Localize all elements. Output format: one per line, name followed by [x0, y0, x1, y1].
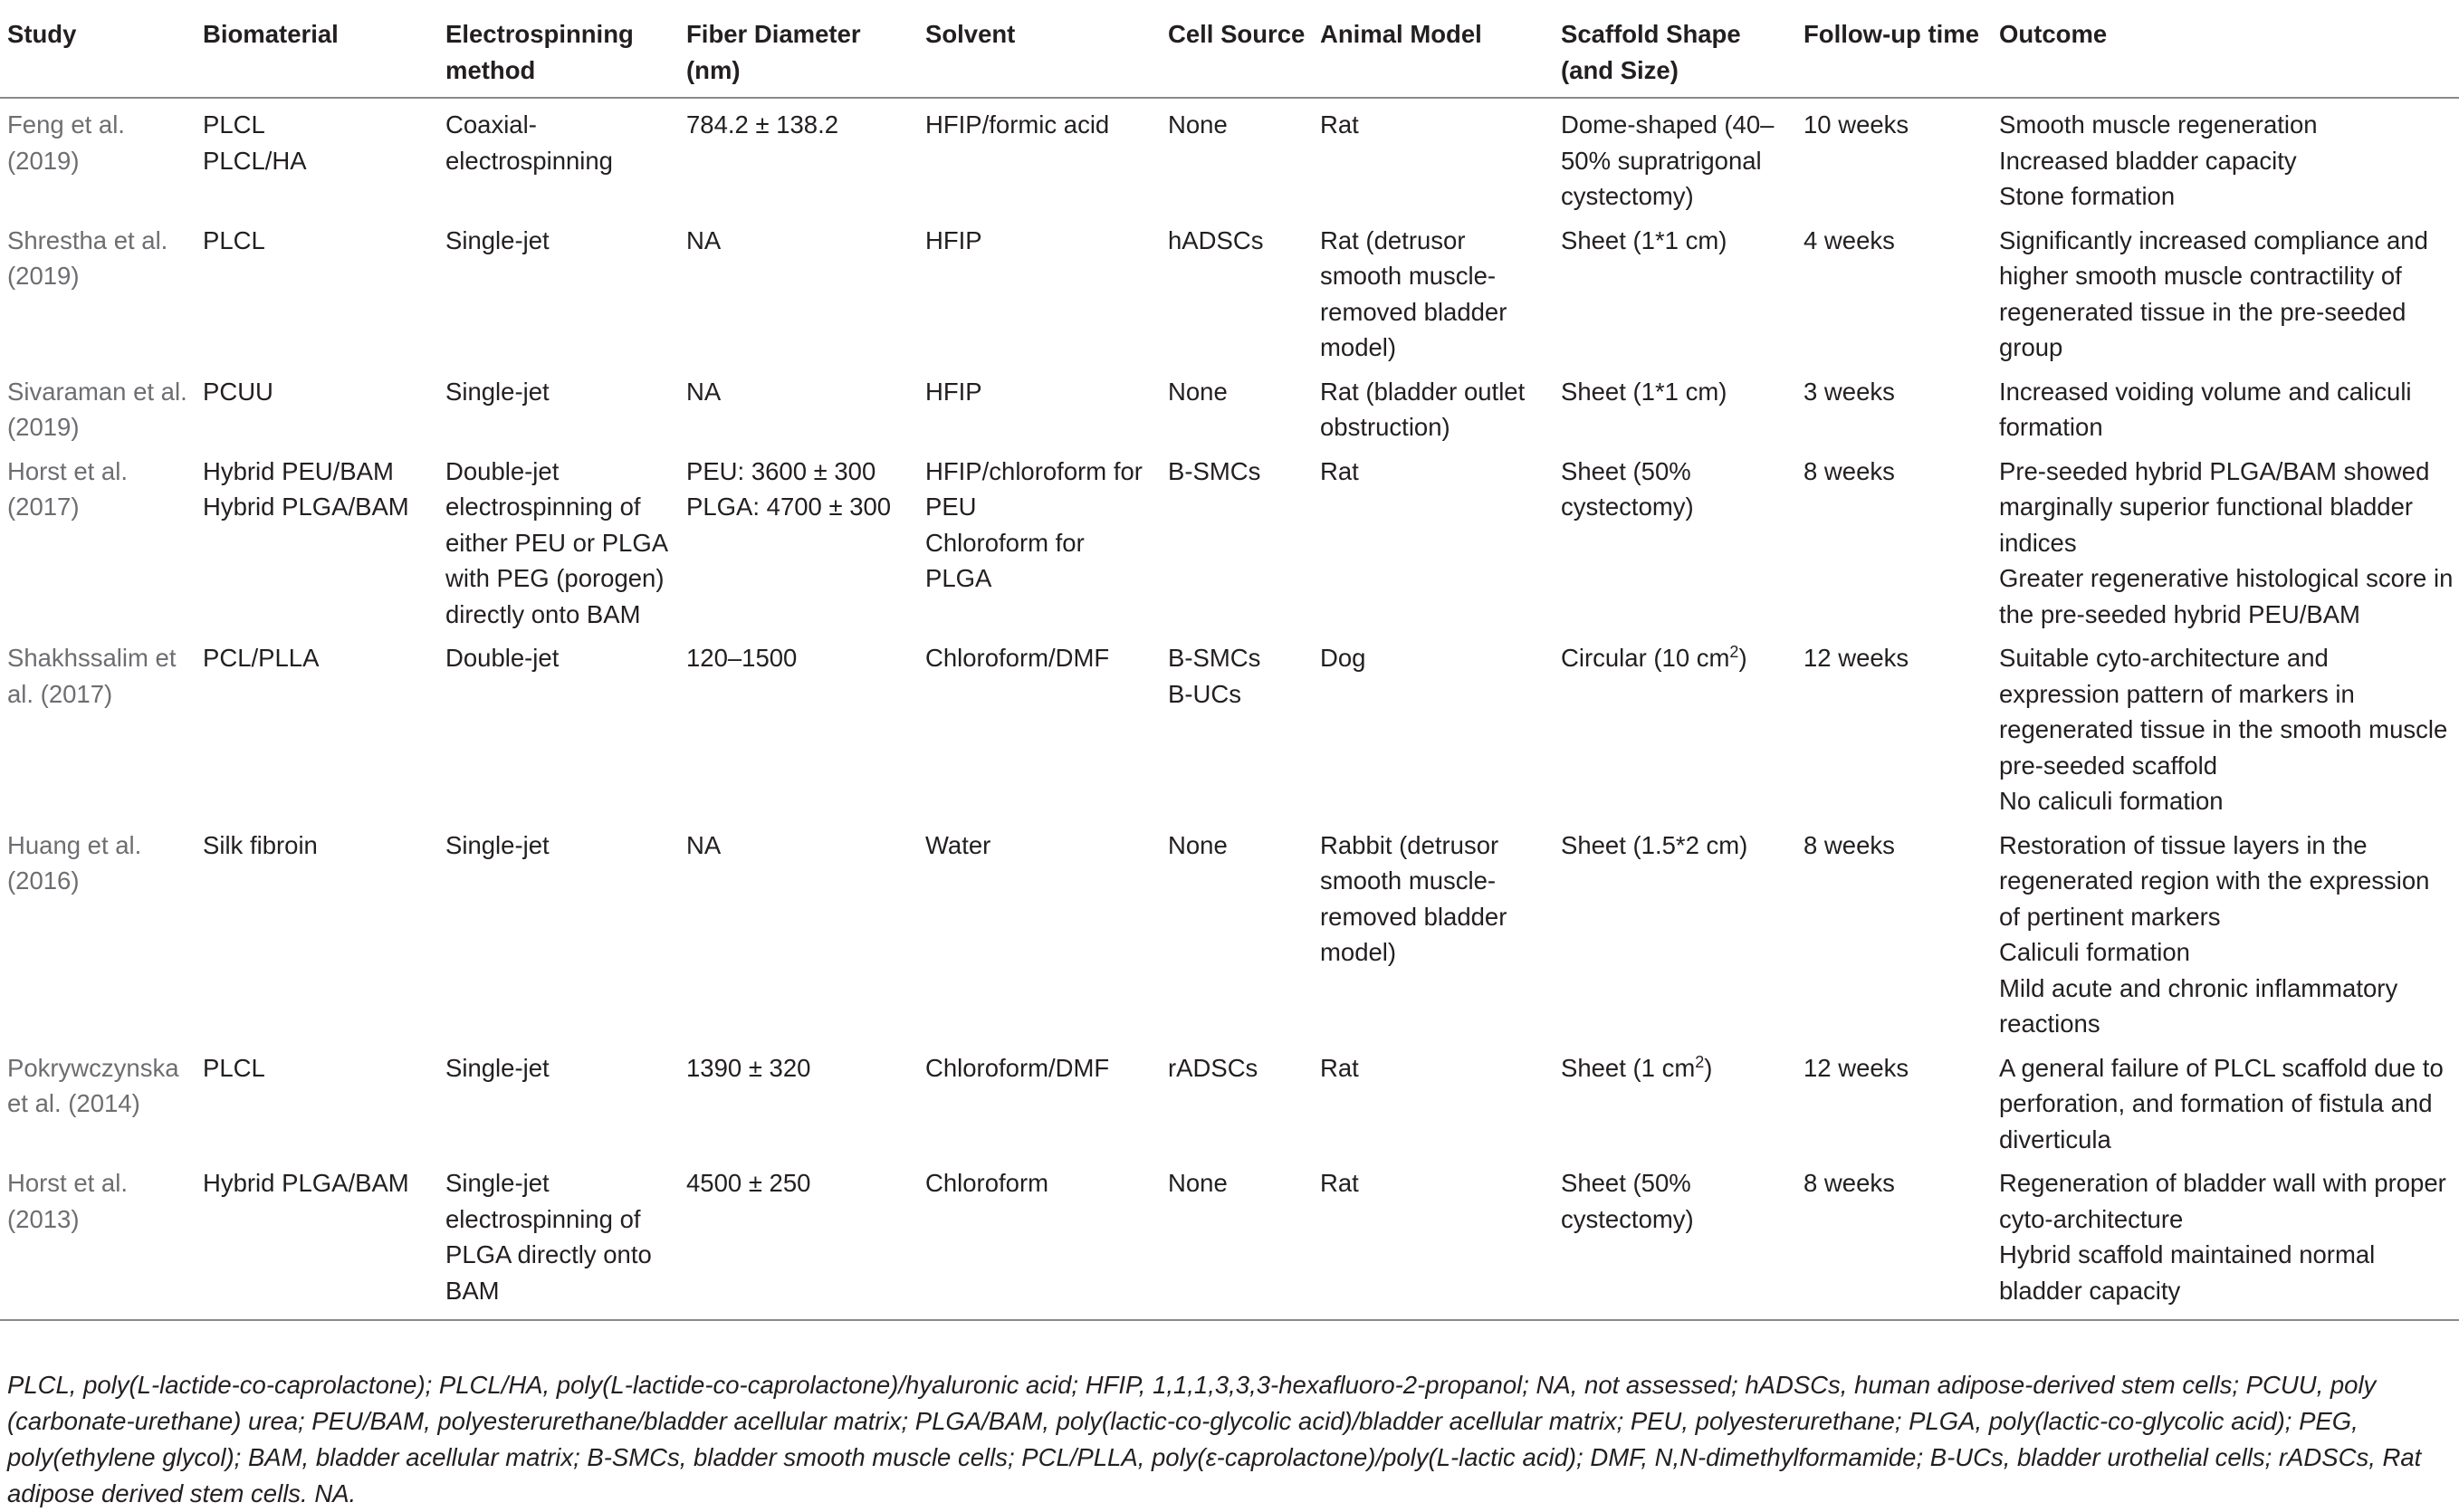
cell-outcome-line: Caliculi formation — [1999, 938, 2190, 966]
cell-animal-model-line: Rabbit (detrusor smooth muscle-removed bladder model) — [1320, 830, 1507, 966]
cell-method-line: Coaxial-electrospinning — [445, 110, 613, 175]
cell-animal-model — [1313, 454, 1554, 641]
cell-follow-up: 10 weeks — [1804, 110, 1909, 139]
cell-scaffold-shape — [1554, 828, 1796, 1050]
cell-cell-source-line: hADSCs — [1168, 225, 1264, 254]
cell-outcome — [1992, 374, 2459, 454]
cell-outcome-line: Increased bladder capacity — [1999, 146, 2297, 175]
cell-method-line: Single-jet electrospinning of PLGA directly onto BAM — [445, 1169, 652, 1305]
cell-follow-up: 8 weeks — [1804, 456, 1895, 485]
cell-solvent — [918, 1165, 1161, 1320]
cell-outcome — [1992, 1165, 2459, 1320]
cell-study: Sivaraman et al. (2019) — [7, 377, 187, 441]
cell-fiber-diameter-line: PLGA: 4700 ± 300 — [686, 493, 892, 521]
cell-cell-source-line: None — [1168, 1169, 1228, 1197]
cell-biomaterial-line: Silk fibroin — [203, 830, 318, 859]
cell-method-line: Single-jet — [445, 1053, 550, 1082]
cell-cell-source — [1161, 640, 1313, 828]
header-outcome: Outcome — [1992, 0, 2459, 98]
cell-scaffold-shape — [1554, 1050, 1796, 1166]
cell-study: Feng et al. (2019) — [7, 110, 125, 175]
shape-tail: ) — [1704, 1053, 1713, 1082]
cell-solvent — [918, 1050, 1161, 1166]
cell-cell-source-line: B-SMCs — [1168, 456, 1261, 485]
cell-method-line: Single-jet — [445, 830, 550, 859]
shape-text: Circular (10 cm — [1561, 644, 1730, 672]
table-row — [0, 223, 2459, 374]
cell-cell-source-line: rADSCs — [1168, 1053, 1258, 1082]
shape-text: Sheet (50% cystectomy) — [1561, 456, 1694, 521]
cell-solvent-line: Chloroform/DMF — [925, 644, 1110, 672]
cell-cell-source-line: B-UCs — [1168, 679, 1241, 708]
table-row — [0, 98, 2459, 223]
cell-cell-source-line: None — [1168, 110, 1228, 139]
table-row — [0, 1050, 2459, 1166]
cell-animal-model — [1313, 223, 1554, 374]
cell-fiber-diameter — [679, 374, 918, 454]
cell-biomaterial — [196, 1050, 438, 1166]
cell-scaffold-shape — [1554, 1165, 1796, 1320]
cell-method — [438, 1050, 679, 1166]
cell-study: Pokrywczynska et al. (2014) — [7, 1053, 179, 1117]
cell-biomaterial — [196, 1165, 438, 1320]
cell-fiber-diameter-line: 1390 ± 320 — [686, 1053, 811, 1082]
header-biomaterial: Biomaterial — [196, 0, 438, 98]
cell-outcome-line: A general failure of PLCL scaffold due to perforation, and formation of fistula and diverticula — [1999, 1053, 2444, 1153]
cell-biomaterial — [196, 374, 438, 454]
cell-fiber-diameter-line: NA — [686, 225, 722, 254]
cell-fiber-diameter — [679, 98, 918, 223]
cell-outcome-line: Stone formation — [1999, 182, 2176, 210]
cell-solvent — [918, 98, 1161, 223]
cell-cell-source-line: None — [1168, 830, 1228, 859]
cell-solvent-line: HFIP/formic acid — [925, 110, 1110, 139]
shape-text: Sheet (1*1 cm) — [1561, 377, 1727, 406]
cell-method-line: Double-jet electrospinning of either PEU or PLGA with PEG (porogen) directly onto BAM — [445, 456, 667, 628]
cell-fiber-diameter-line: NA — [686, 830, 722, 859]
cell-outcome — [1992, 640, 2459, 828]
cell-biomaterial-line: PLCL — [203, 225, 265, 254]
cell-follow-up: 3 weeks — [1804, 377, 1895, 406]
cell-fiber-diameter — [679, 828, 918, 1050]
cell-animal-model — [1313, 98, 1554, 223]
cell-animal-model-line: Rat — [1320, 1053, 1359, 1082]
cell-outcome-line: Increased voiding volume and caliculi formation — [1999, 377, 2412, 441]
table-row — [0, 1165, 2459, 1320]
cell-method-line: Single-jet — [445, 225, 550, 254]
cell-method — [438, 1165, 679, 1320]
shape-superscript: 2 — [1729, 642, 1739, 661]
header-animal-model: Animal Model — [1313, 0, 1554, 98]
table-row — [0, 374, 2459, 454]
cell-outcome-line: Greater regenerative histological score in the pre-seeded hybrid PEU/BAM — [1999, 564, 2454, 628]
cell-study: Horst et al. (2017) — [7, 456, 128, 521]
cell-fiber-diameter-line: 4500 ± 250 — [686, 1169, 811, 1197]
header-follow-up: Follow-up time — [1796, 0, 1992, 98]
cell-animal-model — [1313, 374, 1554, 454]
cell-fiber-diameter-line: 120–1500 — [686, 644, 798, 672]
cell-study: Shakhssalim et al. (2017) — [7, 644, 177, 708]
cell-study: Horst et al. (2013) — [0, 1165, 196, 1320]
cell-fiber-diameter — [679, 454, 918, 641]
shape-text: Dome-shaped (40–50% supratrigonal cystectomy) — [1561, 110, 1775, 210]
cell-outcome-line: Significantly increased compliance and higher smooth muscle contractility of regenerated tissue in the pre-seeded group — [1999, 225, 2428, 361]
cell-biomaterial-line: Hybrid PLGA/BAM — [203, 493, 409, 521]
cell-solvent — [918, 454, 1161, 641]
cell-method — [438, 454, 679, 641]
header-scaffold-shape: Scaffold Shape (and Size) — [1554, 0, 1796, 98]
cell-outcome — [1992, 454, 2459, 641]
cell-outcome-line: Mild acute and chronic inflammatory reactions — [1999, 973, 2398, 1038]
cell-fiber-diameter — [679, 223, 918, 374]
cell-cell-source — [1161, 98, 1313, 223]
cell-solvent — [918, 223, 1161, 374]
cell-method — [438, 223, 679, 374]
cell-solvent-line: Water — [925, 830, 991, 859]
header-row — [0, 0, 2459, 98]
cell-solvent-line: Chloroform for PLGA — [925, 528, 1085, 592]
cell-fiber-diameter — [679, 1050, 918, 1166]
table-row — [0, 640, 2459, 828]
cell-scaffold-shape — [1554, 454, 1796, 641]
header-cell-source: Cell Source — [1161, 0, 1313, 98]
cell-outcome — [1992, 223, 2459, 374]
cell-fiber-diameter-line: NA — [686, 377, 722, 406]
cell-animal-model — [1313, 1050, 1554, 1166]
cell-cell-source — [1161, 828, 1313, 1050]
header-solvent: Solvent — [918, 0, 1161, 98]
shape-text: Sheet (1 cm — [1561, 1053, 1696, 1082]
cell-biomaterial-line: PLCL — [203, 110, 265, 139]
cell-follow-up: 4 weeks — [1804, 225, 1895, 254]
cell-animal-model — [1313, 1165, 1554, 1320]
cell-follow-up: 12 weeks — [1804, 1053, 1909, 1082]
shape-text: Sheet (50% cystectomy) — [1561, 1169, 1694, 1233]
shape-superscript: 2 — [1695, 1052, 1705, 1071]
cell-outcome — [1992, 1050, 2459, 1166]
cell-solvent-line: Chloroform — [925, 1169, 1049, 1197]
cell-method — [438, 828, 679, 1050]
table-footnote: PLCL, poly(L-lactide-co-caprolactone); PLCL/HA, poly(L-lactide-co-caprolactone)/hyaluronic acid; HFIP, 1,1,1,3,3,3-hexafluoro-2-propanol; NA, not assessed; hADSCs, human adipose-derived stem cells; PCUU, poly (carbonate-urethane) urea; PEU/BAM, polyesterurethane/bladder acellular matrix; PLGA/BAM, poly(lactic-co-glycolic acid)/bladder acellular matrix; PEU, polyesterurethane; PLGA, poly(lactic-co-glycolic acid); PEG, poly(ethylene glycol); BAM, bladder acellular matrix; B-SMCs, bladder smooth muscle cells; PCL/PLLA, poly(ε-caprolactone)/poly(L-lactic acid); DMF, N,N-dimethylformamide; B-UCs, bladder urothelial cells; rADSCs, Rat adipose derived stem cells. NA. — [7, 1371, 2422, 1507]
cell-outcome-line: Pre-seeded hybrid PLGA/BAM showed marginally superior functional bladder indices — [1999, 456, 2430, 557]
cell-biomaterial-line: PCL/PLLA — [203, 644, 320, 672]
cell-biomaterial-line: Hybrid PLGA/BAM — [203, 1169, 409, 1197]
shape-text: Sheet (1.5*2 cm) — [1561, 830, 1748, 859]
cell-outcome-line: No caliculi formation — [1999, 787, 2224, 815]
table-row — [0, 454, 2459, 641]
cell-biomaterial — [196, 223, 438, 374]
cell-biomaterial-line: PLCL — [203, 1053, 265, 1082]
cell-outcome — [1992, 828, 2459, 1050]
cell-solvent — [918, 640, 1161, 828]
cell-animal-model-line: Rat — [1320, 110, 1359, 139]
cell-outcome-line: Restoration of tissue layers in the regenerated region with the expression of pertinent markers — [1999, 830, 2430, 931]
cell-fiber-diameter-line: 784.2 ± 138.2 — [686, 110, 839, 139]
cell-biomaterial-line: PLCL/HA — [203, 146, 307, 175]
cell-solvent — [918, 828, 1161, 1050]
cell-biomaterial-line: PCUU — [203, 377, 273, 406]
cell-biomaterial — [196, 828, 438, 1050]
cell-animal-model — [1313, 640, 1554, 828]
cell-biomaterial — [196, 640, 438, 828]
cell-scaffold-shape — [1554, 374, 1796, 454]
cell-outcome-line: Suitable cyto-architecture and expression pattern of markers in regenerated tissue in the smooth muscle pre-seeded scaffold — [1999, 644, 2448, 780]
cell-method-line: Single-jet — [445, 377, 550, 406]
cell-cell-source-line: B-SMCs — [1168, 644, 1261, 672]
cell-study: Shrestha et al. (2019) — [7, 225, 168, 290]
cell-outcome-line: Hybrid scaffold maintained normal bladder capacity — [1999, 1240, 2376, 1305]
cell-solvent — [918, 374, 1161, 454]
cell-scaffold-shape — [1554, 98, 1796, 223]
cell-solvent-line: HFIP — [925, 377, 982, 406]
cell-animal-model — [1313, 828, 1554, 1050]
table-row — [0, 828, 2459, 1050]
cell-cell-source — [1161, 1165, 1313, 1320]
cell-solvent-line: HFIP/chloroform for PEU — [925, 456, 1143, 521]
cell-animal-model-line: Rat (detrusor smooth muscle-removed bladder model) — [1320, 225, 1507, 361]
cell-cell-source-line: None — [1168, 377, 1228, 406]
header-fiber-diameter: Fiber Diameter (nm) — [679, 0, 918, 98]
cell-solvent-line: HFIP — [925, 225, 982, 254]
cell-method — [438, 640, 679, 828]
cell-outcome — [1992, 98, 2459, 223]
cell-method — [438, 374, 679, 454]
cell-method — [438, 98, 679, 223]
cell-cell-source — [1161, 1050, 1313, 1166]
shape-text: Sheet (1*1 cm) — [1561, 225, 1727, 254]
cell-biomaterial — [196, 98, 438, 223]
cell-study: Huang et al. (2016) — [7, 830, 142, 895]
cell-animal-model-line: Rat — [1320, 1169, 1359, 1197]
cell-cell-source — [1161, 454, 1313, 641]
cell-follow-up: 8 weeks — [1796, 1165, 1992, 1320]
cell-outcome-line: Regeneration of bladder wall with proper cyto-architecture — [1999, 1169, 2446, 1233]
cell-biomaterial — [196, 454, 438, 641]
cell-animal-model-line: Dog — [1320, 644, 1366, 672]
cell-fiber-diameter — [679, 1165, 918, 1320]
cell-cell-source — [1161, 223, 1313, 374]
header-method: Electrospinning method — [438, 0, 679, 98]
cell-solvent-line: Chloroform/DMF — [925, 1053, 1110, 1082]
cell-fiber-diameter — [679, 640, 918, 828]
cell-animal-model-line: Rat (bladder outlet obstruction) — [1320, 377, 1526, 441]
cell-scaffold-shape — [1554, 640, 1796, 828]
header-study: Study — [0, 0, 196, 98]
table-body — [0, 98, 2459, 1320]
cell-follow-up: 12 weeks — [1804, 644, 1909, 672]
cell-method-line: Double-jet — [445, 644, 560, 672]
shape-tail: ) — [1738, 644, 1747, 672]
cell-follow-up: 8 weeks — [1804, 830, 1895, 859]
cell-animal-model-line: Rat — [1320, 456, 1359, 485]
cell-biomaterial-line: Hybrid PEU/BAM — [203, 456, 394, 485]
cell-cell-source — [1161, 374, 1313, 454]
cell-scaffold-shape — [1554, 223, 1796, 374]
cell-outcome-line: Smooth muscle regeneration — [1999, 110, 2318, 139]
cell-fiber-diameter-line: PEU: 3600 ± 300 — [686, 456, 876, 485]
